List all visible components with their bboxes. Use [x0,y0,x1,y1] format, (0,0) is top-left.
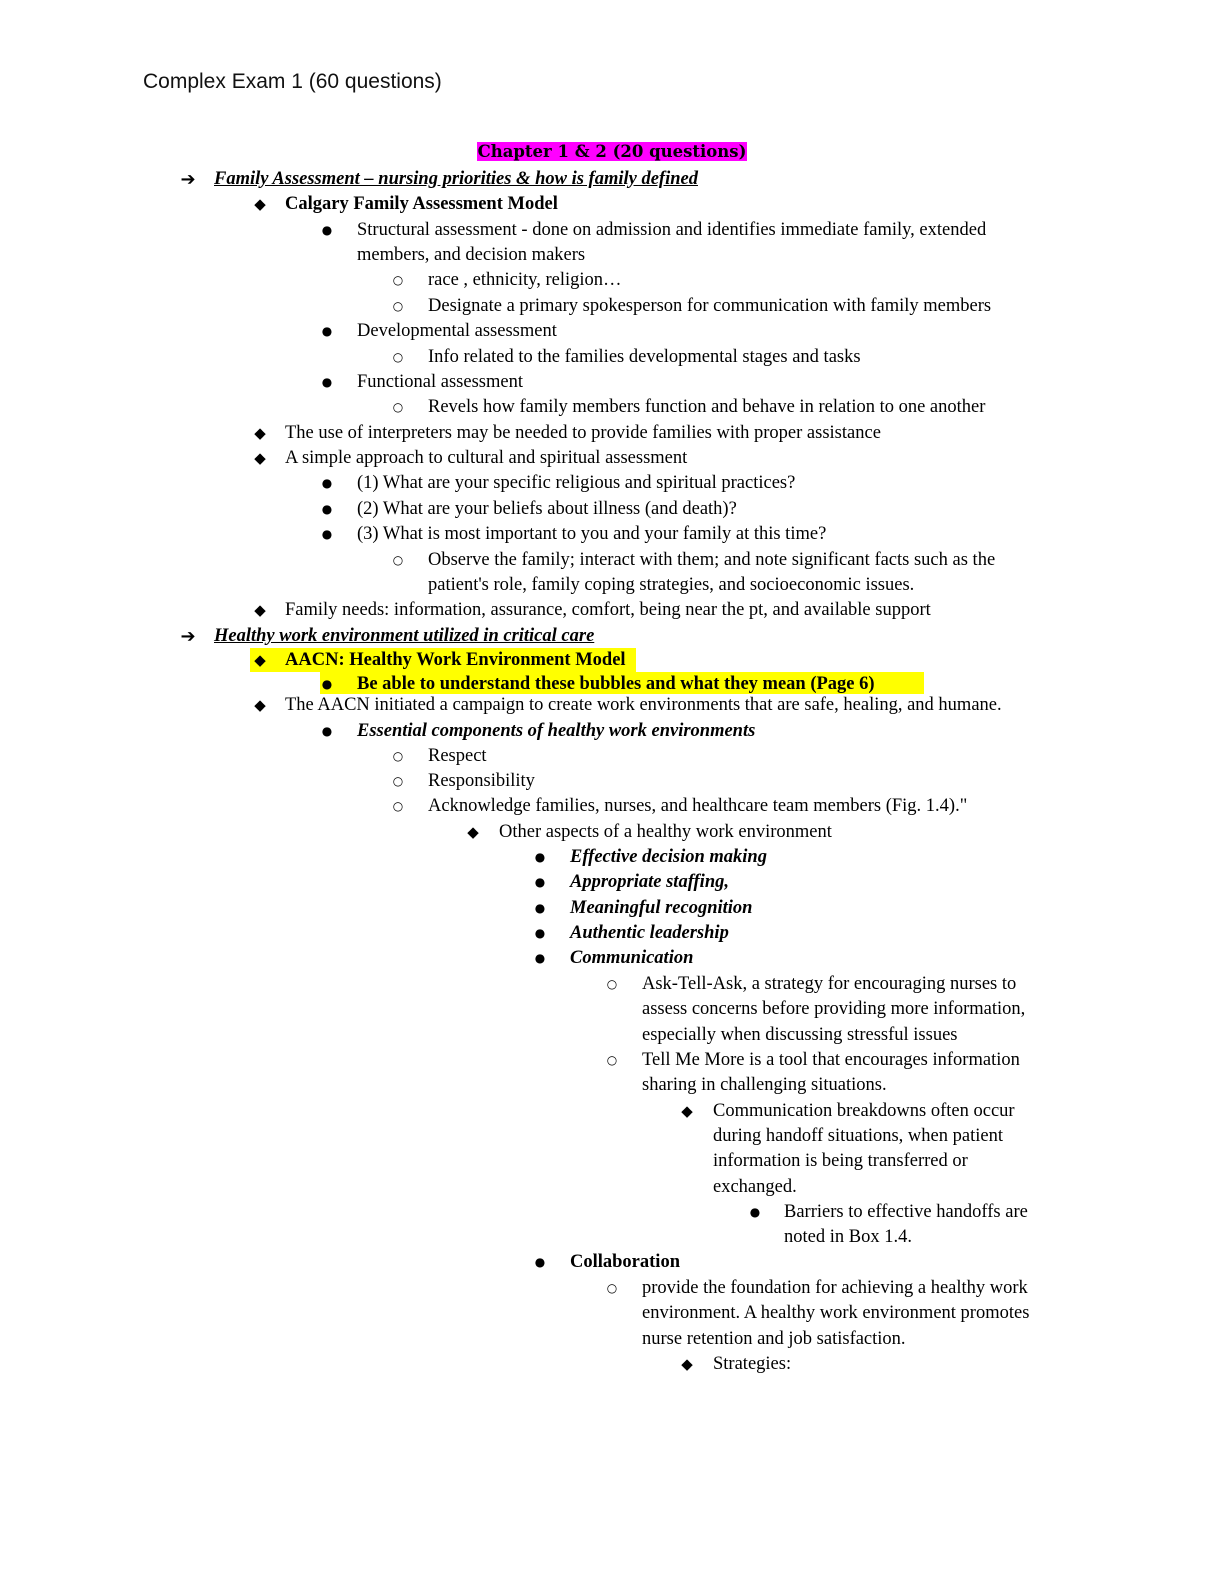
outline-line: Calgary Family Assessment Model [285,194,558,214]
outline-line: A simple approach to cultural and spiritual assessment [285,448,688,468]
diamond-bullet-icon: ◆ [681,1102,693,1120]
chapter-heading [0,142,1224,161]
outline-line: Essential components of healthy work environments [357,721,756,741]
outline-line: Effective decision making [570,847,767,867]
outline-line: Authentic leadership [570,923,729,943]
outline-line: The use of interpreters may be needed to provide families with proper assistance [285,423,881,443]
outline-line: especially when discussing stressful issues [642,1025,958,1045]
outline-line: Acknowledge families, nurses, and healthcare team members (Fig. 1.4)." [428,796,968,816]
outline-line: Developmental assessment [357,321,557,341]
outline-line: Observe the family; interact with them; and note significant facts such as the [428,550,996,570]
disc-bullet-icon: ● [534,926,546,940]
outline-line: Communication [570,948,694,968]
disc-bullet-icon: ● [321,527,333,541]
disc-bullet-icon: ● [321,324,333,338]
circle-bullet-icon: ○ [392,799,404,813]
outline-line: during handoff situations, when patient [713,1126,1003,1146]
outline-line: Respect [428,746,487,766]
outline-line: patient's role, family coping strategies, and socioeconomic issues. [428,575,915,595]
outline-line: (2) What are your beliefs about illness (and death)? [357,499,737,519]
disc-bullet-icon: ● [534,901,546,915]
outline-line: Functional assessment [357,372,523,392]
disc-bullet-icon: ● [534,875,546,889]
outline-line: Other aspects of a healthy work environment [499,822,832,842]
diamond-bullet-icon: ◆ [254,601,266,619]
circle-bullet-icon: ○ [392,273,404,287]
circle-bullet-icon: ○ [392,774,404,788]
outline-line: Family needs: information, assurance, comfort, being near the pt, and available support [285,600,931,620]
outline-line: (1) What are your specific religious and spiritual practices? [357,473,796,493]
outline-line: members, and decision makers [357,245,586,265]
disc-bullet-icon: ● [534,850,546,864]
outline-line: Communication breakdowns often occur [713,1101,1015,1121]
outline-line: Strategies: [713,1354,792,1374]
diamond-bullet-icon: ◆ [254,651,266,669]
outline-line: sharing in challenging situations. [642,1075,887,1095]
arrow-bullet-icon: ➔ [180,626,196,647]
outline-line: assess concerns before providing more information, [642,999,1026,1019]
outline-line: race , ethnicity, religion… [428,270,622,290]
outline-line: provide the foundation for achieving a healthy work [642,1278,1028,1298]
circle-bullet-icon: ○ [392,350,404,364]
diamond-bullet-icon: ◆ [681,1355,693,1373]
outline-line: environment. A healthy work environment promotes [642,1303,1030,1323]
outline-line: Appropriate staffing, [570,872,729,892]
diamond-bullet-icon: ◆ [254,424,266,442]
disc-bullet-icon: ● [321,677,333,691]
circle-bullet-icon: ○ [392,400,404,414]
outline-line: AACN: Healthy Work Environment Model [285,650,626,670]
outline-line: noted in Box 1.4. [784,1227,912,1247]
outline-line: Designate a primary spokesperson for communication with family members [428,296,992,316]
outline-line: exchanged. [713,1177,797,1197]
disc-bullet-icon: ● [534,951,546,965]
circle-bullet-icon: ○ [606,977,618,991]
outline-line: information is being transferred or [713,1151,968,1171]
circle-bullet-icon: ○ [392,749,404,763]
circle-bullet-icon: ○ [606,1281,618,1295]
outline-line: (3) What is most important to you and your family at this time? [357,524,827,544]
arrow-bullet-icon: ➔ [180,169,196,190]
outline-line: Family Assessment – nursing priorities & how is family defined [214,169,698,189]
diamond-bullet-icon: ◆ [467,823,479,841]
outline-line: Structural assessment - done on admission and identifies immediate family, extended [357,220,987,240]
outline-line: Tell Me More is a tool that encourages information [642,1050,1020,1070]
outline-line: Collaboration [570,1252,680,1272]
outline-line: Info related to the families developmental stages and tasks [428,347,861,367]
disc-bullet-icon: ● [321,223,333,237]
diamond-bullet-icon: ◆ [254,696,266,714]
outline-line: Ask-Tell-Ask, a strategy for encouraging nurses to [642,974,1017,994]
outline-line: Be able to understand these bubbles and what they mean (Page 6) [357,674,875,694]
outline-line: Revels how family members function and behave in relation to one another [428,397,986,417]
outline-line: Healthy work environment utilized in critical care [214,626,595,646]
circle-bullet-icon: ○ [392,299,404,313]
outline-line: Responsibility [428,771,535,791]
disc-bullet-icon: ● [749,1205,761,1219]
disc-bullet-icon: ● [534,1255,546,1269]
chapter-heading-text: Chapter 1 & 2 (20 questions) [477,142,747,161]
disc-bullet-icon: ● [321,502,333,516]
disc-bullet-icon: ● [321,476,333,490]
outline-line: The AACN initiated a campaign to create work environments that are safe, healing, and humane. [285,695,1002,715]
disc-bullet-icon: ● [321,375,333,389]
outline-line: nurse retention and job satisfaction. [642,1329,906,1349]
circle-bullet-icon: ○ [606,1053,618,1067]
diamond-bullet-icon: ◆ [254,449,266,467]
diamond-bullet-icon: ◆ [254,195,266,213]
outline-line: Meaningful recognition [570,898,753,918]
outline-line: Barriers to effective handoffs are [784,1202,1028,1222]
page-title: Complex Exam 1 (60 questions) [143,70,442,93]
disc-bullet-icon: ● [321,724,333,738]
circle-bullet-icon: ○ [392,553,404,567]
